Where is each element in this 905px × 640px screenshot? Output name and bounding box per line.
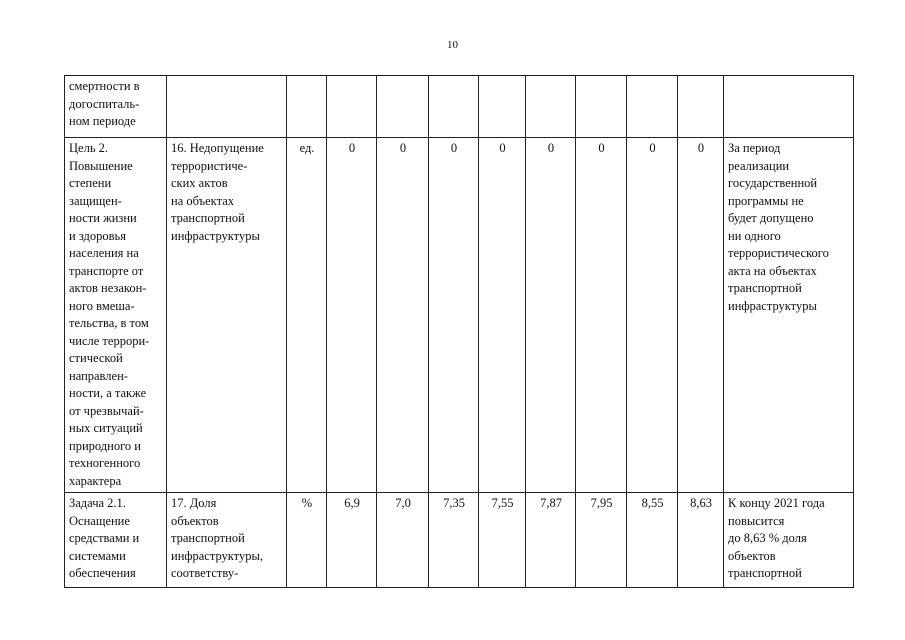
value-cell: 0 <box>327 138 377 493</box>
goal-cell: смертности в догоспиталь- ном периоде <box>65 76 167 138</box>
value-cell: 8,55 <box>627 493 678 588</box>
value-cell: 7,55 <box>479 493 526 588</box>
value-cell: 7,95 <box>576 493 627 588</box>
indicator-cell: 17. Доля объектов транспортной инфраструктуры, соответству- <box>167 493 287 588</box>
value-cell: 7,35 <box>429 493 479 588</box>
value-cell <box>627 76 678 138</box>
value-cell <box>479 76 526 138</box>
table-row <box>65 493 854 588</box>
note-cell: К концу 2021 года повысится до 8,63 % доля объектов транспортной <box>724 493 854 588</box>
indicators-table <box>64 75 854 588</box>
page-number: 10 <box>447 39 458 51</box>
value-cell <box>576 76 627 138</box>
value-cell: 0 <box>627 138 678 493</box>
value-cell <box>327 76 377 138</box>
value-cell: 0 <box>479 138 526 493</box>
note-cell: За период реализации государственной программы не будет допущено ни одного террористического акта на объектах транспортной инфраструктуры <box>724 138 854 493</box>
value-cell: 0 <box>377 138 429 493</box>
value-cell <box>678 76 724 138</box>
value-cell: 6,9 <box>327 493 377 588</box>
value-cell <box>377 76 429 138</box>
value-cell: 7,0 <box>377 493 429 588</box>
value-cell: 8,63 <box>678 493 724 588</box>
unit-cell <box>287 76 327 138</box>
goal-cell: Задача 2.1. Оснащение средствами и системами обеспечения <box>65 493 167 588</box>
value-cell: 0 <box>429 138 479 493</box>
indicator-cell: 16. Недопущение террористиче- ских актов на объектах транспортной инфраструктуры <box>167 138 287 493</box>
indicator-cell <box>167 76 287 138</box>
table-row <box>65 76 854 138</box>
note-cell <box>724 76 854 138</box>
goal-cell: Цель 2. Повышение степени защищен- ности жизни и здоровья населения на транспорте от актов незакон- ного вмеша- тельства, в том числе террори- стической направлен- ности, а также от чрезвычай- ных ситуаций природного и техногенного характера <box>65 138 167 493</box>
value-cell: 0 <box>576 138 627 493</box>
value-cell <box>526 76 576 138</box>
unit-cell: % <box>287 493 327 588</box>
value-cell: 0 <box>678 138 724 493</box>
value-cell <box>429 76 479 138</box>
value-cell: 7,87 <box>526 493 576 588</box>
table-row <box>65 138 854 493</box>
unit-cell: ед. <box>287 138 327 493</box>
value-cell: 0 <box>526 138 576 493</box>
